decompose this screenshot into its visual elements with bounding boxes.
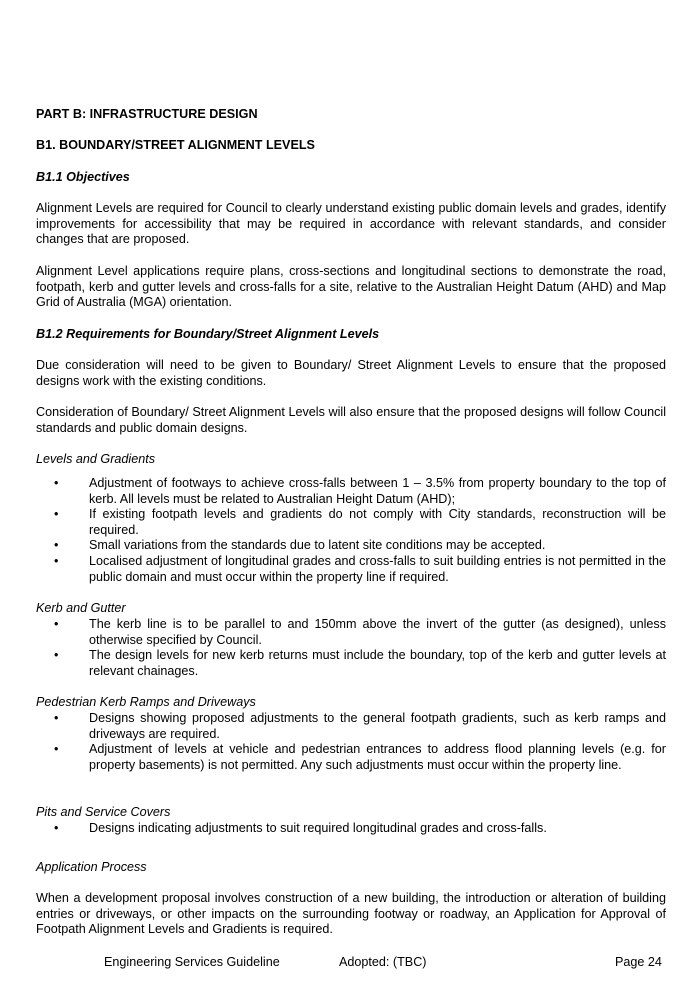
bullet-icon: •: [54, 553, 59, 568]
bullet-icon: •: [54, 617, 59, 631]
bullet-icon: •: [54, 648, 59, 663]
list-item: • Designs showing proposed adjustments to the general footpath gradients, such as kerb ramps and driveways are required.: [54, 711, 666, 741]
bullet-icon: •: [54, 476, 59, 490]
list-item: • Adjustment of levels at vehicle and pedestrian entrances to address flood planning levels (e.g. for property basements) is not permitted. Any such adjustments must occur within the property line.: [54, 742, 666, 772]
footer-page-number: Page 24: [615, 955, 662, 969]
requirements-paragraph-1: Due consideration will need to be given to Boundary/ Street Alignment Levels to ensure that the proposed designs work with the existing conditions.: [36, 358, 666, 388]
bullet-icon: •: [54, 821, 59, 835]
part-heading: PART B: INFRASTRUCTURE DESIGN: [36, 107, 258, 121]
bullet-icon: •: [54, 711, 59, 725]
list-item: • Adjustment of footways to achieve cross-falls between 1 – 3.5% from property boundary to the top of kerb. All levels must be related to Australian Height Datum (AHD);: [54, 476, 666, 506]
objectives-paragraph-1: Alignment Levels are required for Council to clearly understand existing public domain levels and grades, identify improvements for accessibility that may be required in accordance with relevant standards, and consider changes that are proposed.: [36, 201, 666, 247]
group-title-pits-covers: Pits and Service Covers: [36, 805, 171, 819]
bullet-icon: •: [54, 507, 59, 522]
list-item: • Designs indicating adjustments to suit required longitudinal grades and cross-falls.: [54, 821, 547, 835]
group-title-levels-gradients: Levels and Gradients: [36, 452, 156, 466]
list-item: • If existing footpath levels and gradients do not comply with City standards, reconstruction will be required.: [54, 507, 666, 537]
list-item: • The kerb line is to be parallel to and 150mm above the invert of the gutter (as designed), unless otherwise specified by Council.: [54, 617, 666, 647]
application-paragraph: When a development proposal involves construction of a new building, the introduction or alteration of building entries or driveways, or other impacts on the surrounding footway or roadway, an Application for Approval of Footpath Alignment Levels and Gradients is required.: [36, 891, 666, 937]
list-item: • Small variations from the standards due to latent site conditions may be accepted.: [54, 538, 546, 553]
pits-covers-list: [36, 821, 666, 837]
group-title-kerb-gutter: Kerb and Gutter: [36, 601, 126, 615]
list-item: • Localised adjustment of longitudinal grades and cross-falls to suit building entries is not permitted in the public domain and must occur within the property line if required.: [54, 553, 666, 584]
requirements-heading: B1.2 Requirements for Boundary/Street Alignment Levels: [36, 327, 380, 341]
objectives-paragraph-2: Alignment Level applications require plans, cross-sections and longitudinal sections to demonstrate the road, footpath, kerb and gutter levels and cross-falls for a site, relative to the Australian Height Datum (AHD) and Map Grid of Australia (MGA) orientation.: [36, 264, 666, 310]
footer-title: Engineering Services Guideline: [104, 955, 280, 969]
list-item: • The design levels for new kerb returns must include the boundary, top of the kerb and gutter levels at relevant chainages.: [54, 648, 666, 678]
kerb-gutter-list: [36, 617, 666, 679]
bullet-icon: •: [54, 742, 59, 757]
bullet-icon: •: [54, 538, 59, 553]
group-title-application: Application Process: [36, 860, 147, 874]
objectives-heading: B1.1 Objectives: [36, 170, 130, 184]
requirements-paragraph-2: Consideration of Boundary/ Street Alignment Levels will also ensure that the proposed designs will follow Council standards and public domain designs.: [36, 405, 666, 435]
footer-adopted: Adopted: (TBC): [339, 955, 427, 969]
kerb-ramps-list: [36, 711, 666, 773]
page-footer: [0, 955, 683, 971]
levels-gradients-list: [36, 476, 666, 585]
group-title-kerb-ramps: Pedestrian Kerb Ramps and Driveways: [36, 695, 256, 709]
section-heading: B1. BOUNDARY/STREET ALIGNMENT LEVELS: [36, 138, 315, 152]
